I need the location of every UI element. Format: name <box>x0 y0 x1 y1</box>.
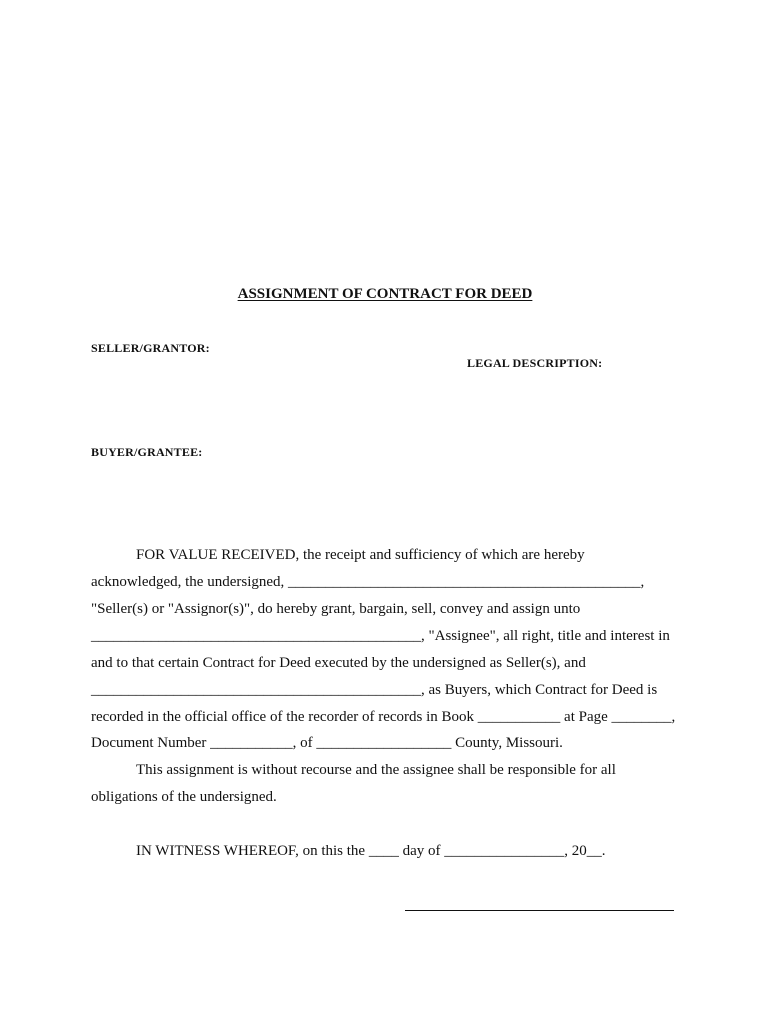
body-line-10: obligations of the undersigned. <box>91 789 277 805</box>
body-line-3: "Seller(s) or "Assignor(s)", do hereby grant, bargain, sell, convey and assign unto <box>91 601 581 617</box>
body-line-9: This assignment is without recourse and the assignee shall be responsible for all <box>136 762 616 778</box>
document-title: ASSIGNMENT OF CONTRACT FOR DEED <box>237 286 533 302</box>
seller-grantor-label: SELLER/GRANTOR: <box>91 341 210 355</box>
body-line-2: acknowledged, the undersigned, _______________________________________________, <box>91 574 645 590</box>
body-line-4: ____________________________________________, "Assignee", all right, title and interest in <box>91 628 670 644</box>
buyer-grantee-label: BUYER/GRANTEE: <box>91 445 203 459</box>
body-line-6: ____________________________________________, as Buyers, which Contract for Deed is <box>91 682 658 698</box>
body-line-7: recorded in the official office of the recorder of records in Book ___________ at Page ________, <box>91 709 676 725</box>
signature-line <box>405 910 674 911</box>
legal-description-label: LEGAL DESCRIPTION: <box>467 356 603 370</box>
body-line-5: and to that certain Contract for Deed executed by the undersigned as Seller(s), and <box>91 655 586 671</box>
witness-line: IN WITNESS WHEREOF, on this the ____ day of ________________, 20__. <box>136 843 606 859</box>
body-line-1: FOR VALUE RECEIVED, the receipt and sufficiency of which are hereby <box>136 547 585 563</box>
body-line-8: Document Number ___________, of __________________ County, Missouri. <box>91 735 563 751</box>
